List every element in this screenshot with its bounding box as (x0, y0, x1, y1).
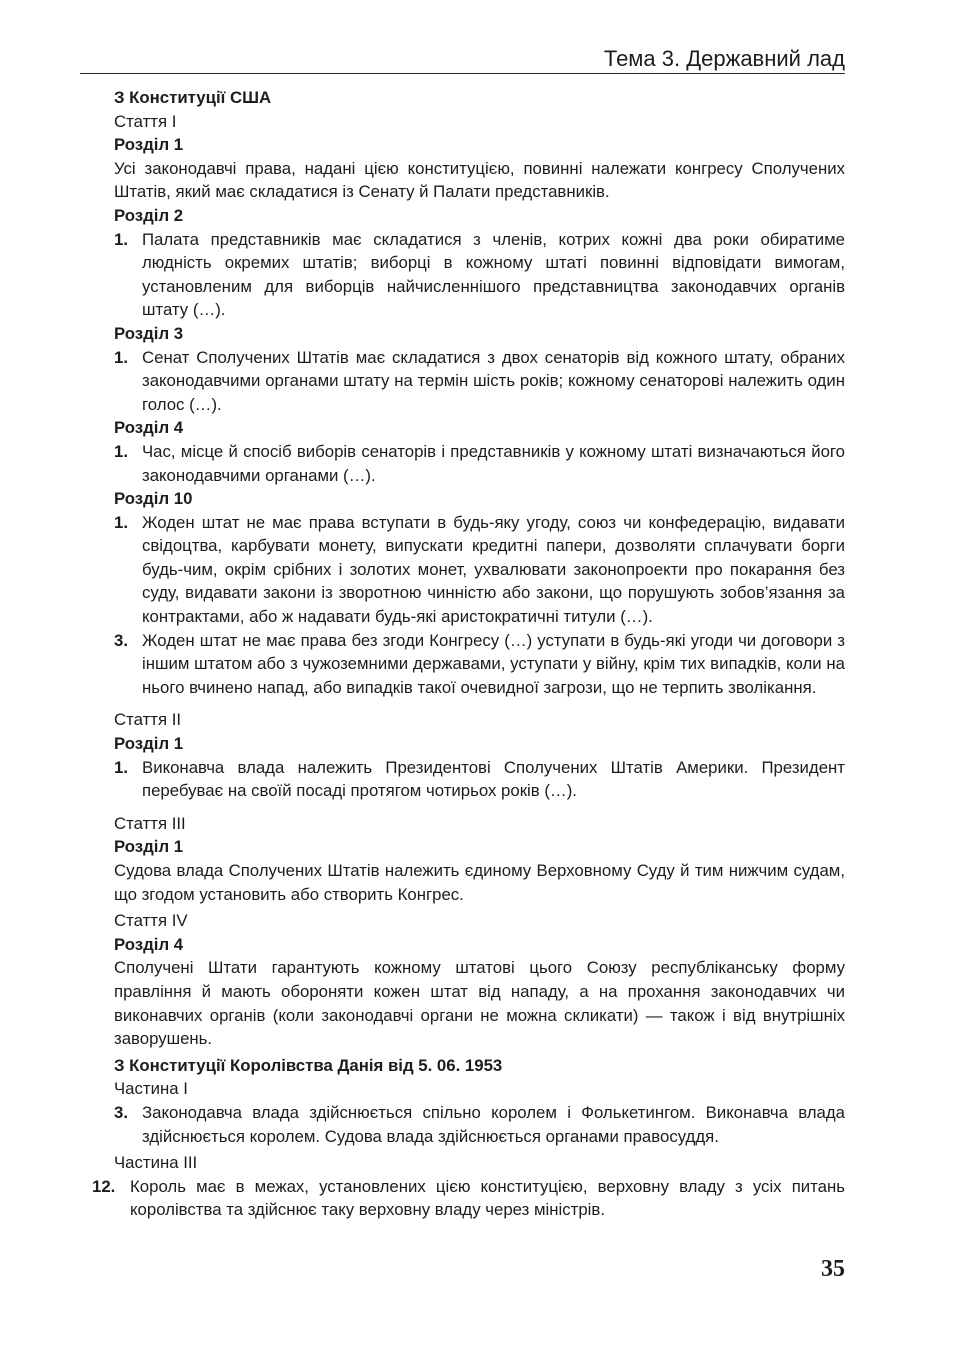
clause-number: 1. (114, 229, 128, 249)
clause-text: Час, місце й спосіб виборів сенаторів і представників у кожному штаті визначаються його законодавчими органами (…). (142, 441, 845, 485)
numbered-clause (114, 511, 845, 629)
section-text: Судова влада Сполучених Штатів належить єдиному Верховному Суду й тим нижчим судам, що згодом установить або створить Конгрес. (114, 861, 845, 904)
running-header: Тема 3. Державний лад (603, 46, 845, 71)
clause-text: Палата представників має складатися з членів, котрих кожні два роки обиратиме людність окремих штатів; виборці в кожному штаті повинні відповідати вимогам, установленим для виборців найчисленнішого представництва законодавчих органів штату (…). (142, 229, 845, 320)
numbered-clause (114, 440, 845, 487)
section-label: Розділ 1 (114, 837, 184, 857)
numbered-clause (92, 1175, 845, 1222)
clause-number: 1. (114, 757, 128, 777)
section-label: Розділ 2 (114, 205, 184, 225)
section-label: Розділ 4 (114, 934, 184, 954)
clause-number: 1. (114, 441, 128, 461)
part-label: Частина І (114, 1079, 188, 1099)
numbered-clause (114, 346, 845, 417)
clause-number: 1. (114, 347, 128, 367)
source-title-denmark: З Конституції Королівства Данія від 5. 06. 1953 (114, 1055, 503, 1075)
numbered-clause (114, 629, 845, 700)
section-label: Розділ 3 (114, 323, 184, 343)
article-label: Стаття ІІІ (114, 813, 186, 833)
part-label: Частина ІІІ (114, 1153, 198, 1173)
clause-number: 12. (92, 1176, 116, 1196)
header-rule (80, 73, 845, 74)
section-label: Розділ 10 (114, 489, 193, 509)
clause-number: 1. (114, 512, 128, 532)
section-text: Сполучені Штати гарантують кожному штатові цього Союзу республіканську форму правління й мають обороняти кожен штат від нападу, а на прохання законодавчих чи виконавчих органів (коли законодавчі органи не можна скликати) — також і від внутрішніх заворушень. (114, 958, 845, 1049)
clause-text: Король має в межах, установлених цією конституцією, верховну владу з усіх питань королівства та здійснює таку верховну владу через міністрів. (130, 1176, 845, 1220)
clause-number: 3. (114, 1102, 128, 1122)
numbered-clause (114, 756, 845, 803)
clause-text: Законодавча влада здійснюється спільно королем і Фолькетингом. Виконавча влада здійснюється королем. Судова влада здійснюється органами правосуддя. (142, 1102, 845, 1146)
numbered-clause (114, 1101, 845, 1148)
clause-text: Виконавча влада належить Президентові Сполучених Штатів Америки. Президент перебуває на своїй посаді протягом чотирьох років (…). (142, 757, 845, 801)
article-label: Стаття І (114, 111, 177, 131)
clause-text: Жоден штат не має права без згоди Конгресу (…) уступати в будь-які угоди чи договори з іншим штатом або з чужоземними державами, уступати у війну, крім тих випадків, коли на нього вчинено напад, або випадків такої очевидної загрози, що не терпить зволікання. (142, 630, 845, 697)
page-content (92, 86, 845, 1222)
article-label: Стаття ІІ (114, 710, 182, 730)
section-label: Розділ 1 (114, 135, 184, 155)
numbered-clause (114, 228, 845, 322)
section-text: Усі законодавчі права, надані цією конституцією, повинні належати конгресу Сполучених Штатів, який має складатися із Сенату й Палати представників. (114, 158, 845, 202)
page-number: 35 (821, 1256, 845, 1282)
clause-number: 3. (114, 630, 128, 650)
source-title-usa: З Конституції США (114, 88, 272, 107)
section-label: Розділ 4 (114, 418, 184, 438)
clause-text: Сенат Сполучених Штатів має складатися з двох сенаторів від кожного штату, обраних законодавчими органами штату на термін шість років; кожному сенаторові належить один голос (…). (142, 347, 845, 414)
clause-text: Жоден штат не має права вступати в будь-яку угоду, союз чи конфедерацію, видавати свідоцтва, карбувати монету, випускати кредитні папери, дозволяти сплачувати борги будь-чим, окрім срібних і золотих монет, ухвалювати законопроекти про покарання без суду, видавати закони із зворотною чинністю або закони, що порушують зобов’язання за контрактами, або ж надавати будь-які аристократичні титули (…). (142, 512, 845, 627)
article-label: Стаття ІV (114, 911, 188, 931)
section-label: Розділ 1 (114, 734, 184, 754)
